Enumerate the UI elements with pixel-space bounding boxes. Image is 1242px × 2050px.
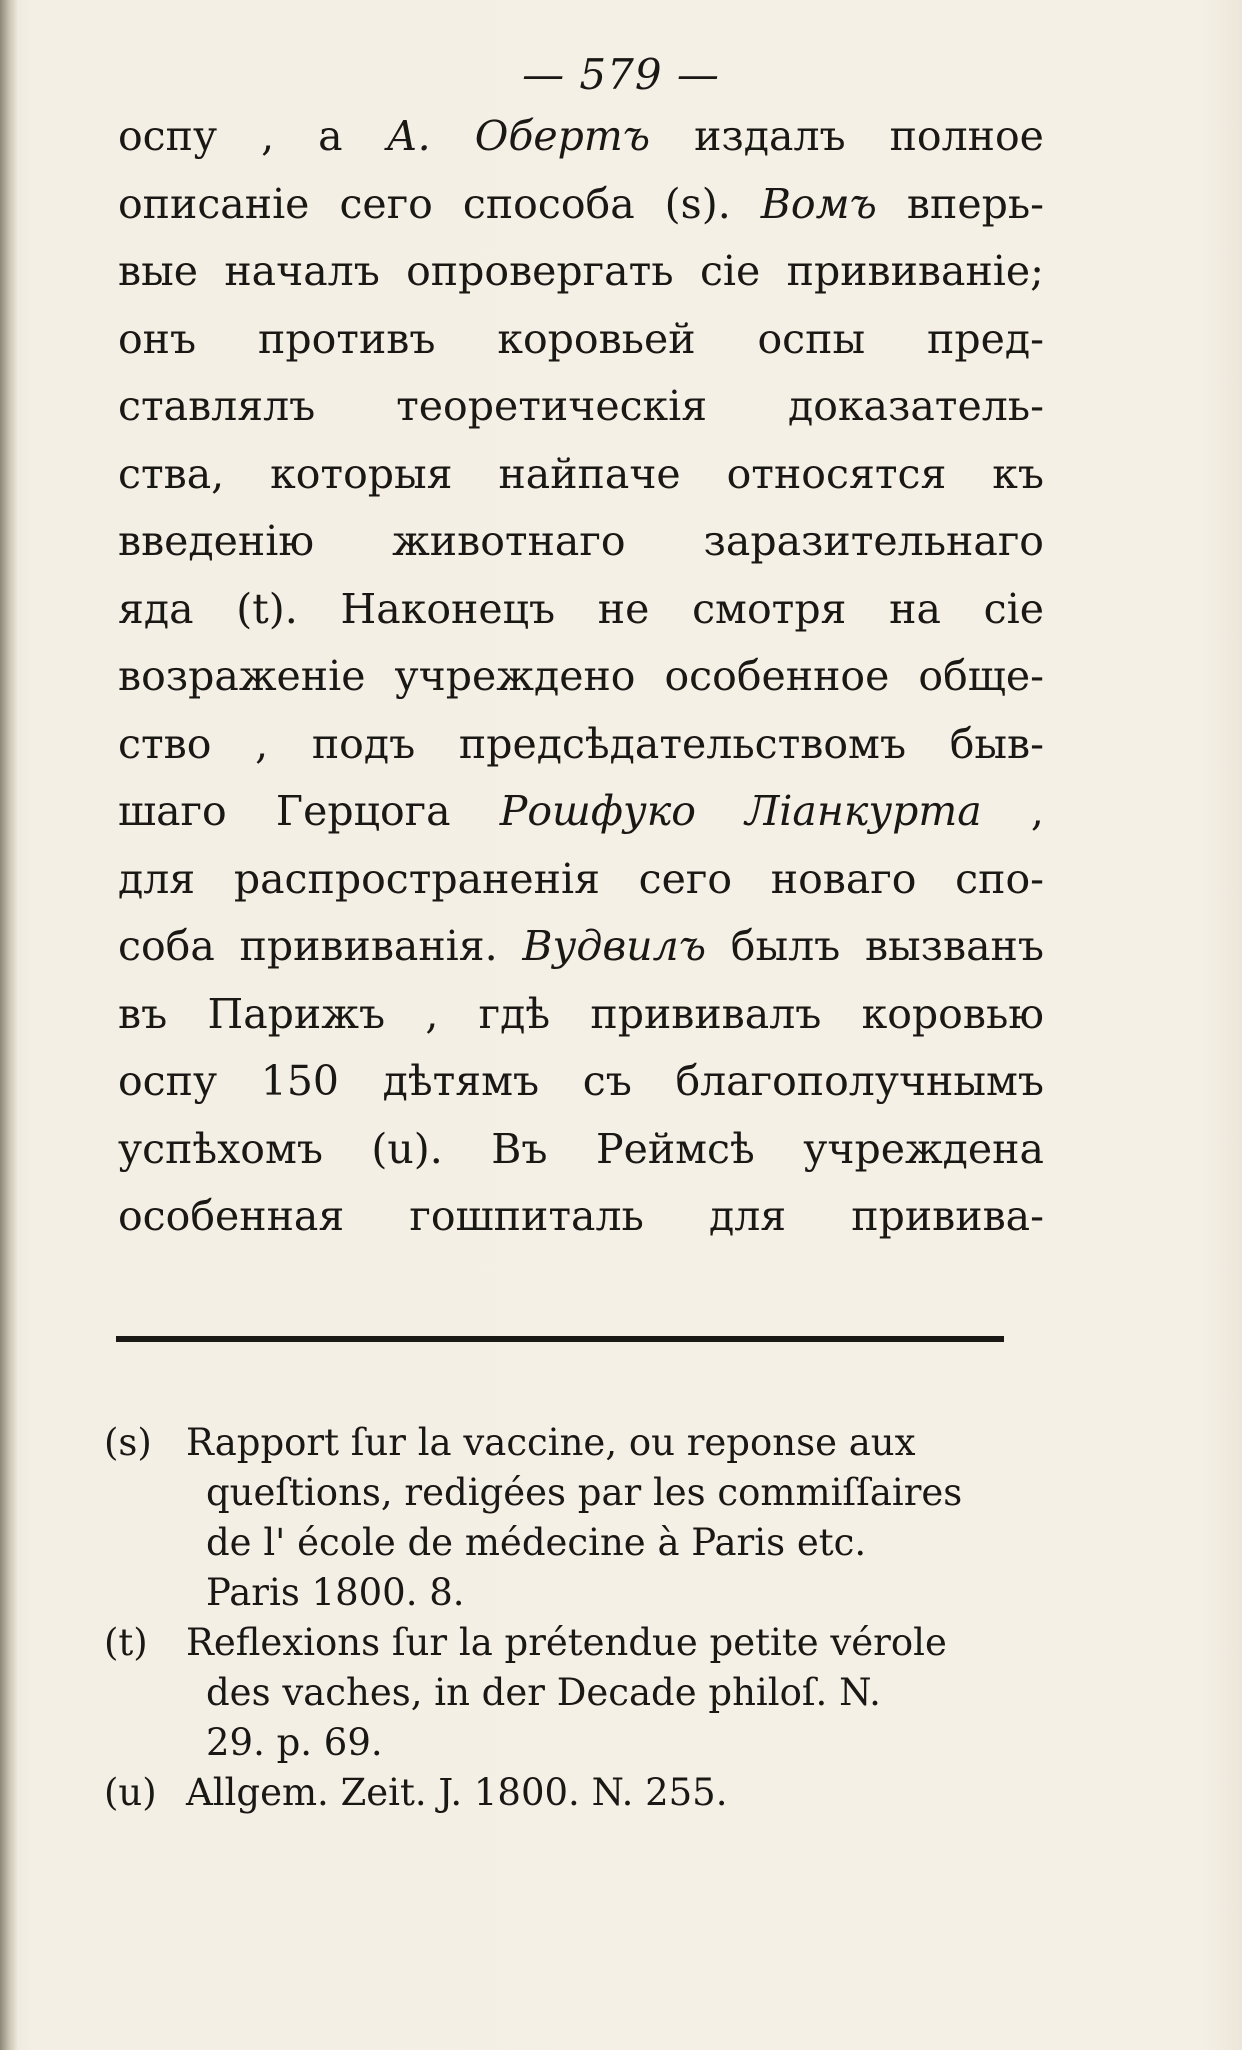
word: найпаче xyxy=(498,449,681,498)
word: оспы xyxy=(757,314,866,363)
word: полное xyxy=(889,112,1044,160)
text-line xyxy=(118,1192,1044,1260)
word: ство xyxy=(118,719,212,768)
word: а xyxy=(318,112,343,160)
word: на xyxy=(889,584,941,633)
text-line xyxy=(118,382,1044,450)
word: сего xyxy=(339,179,433,228)
word: Въ xyxy=(491,1124,548,1173)
page-number: — 579 — xyxy=(522,50,720,99)
word: , xyxy=(1030,787,1044,835)
word: Наконецъ xyxy=(340,584,556,633)
word: , xyxy=(261,112,275,160)
text-line xyxy=(118,720,1044,788)
word: предсѣдательствомъ xyxy=(458,719,907,768)
text-line xyxy=(118,450,1044,518)
word: новаго xyxy=(770,854,917,903)
word: гошпиталь xyxy=(409,1192,644,1240)
word: былъ xyxy=(730,922,841,970)
word: Обертъ xyxy=(474,112,651,160)
text-line xyxy=(118,922,1044,990)
word: Рошфуко xyxy=(499,787,696,835)
word: (s). xyxy=(664,179,731,228)
footnote xyxy=(104,1618,1034,1768)
word: спо- xyxy=(955,854,1044,903)
word: опровергать xyxy=(406,247,674,295)
word: прививалъ xyxy=(590,989,822,1038)
word: прививаніе; xyxy=(786,247,1044,295)
word: Ліанкурта xyxy=(745,787,982,835)
word: издалъ xyxy=(694,112,846,160)
word: теоретическія xyxy=(396,382,708,430)
footnote-line: Allgem. Zeit. J. 1800. N. 255. xyxy=(186,1771,728,1814)
word: введенію xyxy=(118,517,315,565)
footnote-marker: (s) xyxy=(104,1421,152,1464)
word: гдѣ xyxy=(478,989,551,1038)
word: для xyxy=(118,854,196,903)
word: особенное xyxy=(664,652,890,700)
word: пред- xyxy=(927,314,1044,363)
footnote-marker: (u) xyxy=(104,1771,157,1814)
word: противъ xyxy=(258,314,436,363)
word: Вудвилъ xyxy=(522,922,707,970)
word: , xyxy=(425,989,439,1038)
word: коровью xyxy=(861,989,1044,1038)
word: шаго xyxy=(118,787,227,835)
footnote-marker: (t) xyxy=(104,1621,148,1664)
word: въ xyxy=(118,989,168,1038)
text-line xyxy=(118,787,1044,855)
footnote-line: de l' école de médecine à Paris etc. xyxy=(206,1521,867,1564)
word: прививанія. xyxy=(239,922,498,970)
text-line xyxy=(118,1125,1044,1193)
word: А. xyxy=(386,112,431,160)
word: ставлялъ xyxy=(118,382,316,430)
word: онъ xyxy=(118,314,197,363)
footnote-separator-rule xyxy=(116,1336,1004,1342)
text-line xyxy=(118,180,1044,248)
text-line xyxy=(118,652,1044,720)
footnote-line: Rapport ſur la vaccine, ou reponse aux xyxy=(186,1421,916,1464)
footnote-line: des vaches, in der Decade philoſ. N. xyxy=(206,1671,881,1714)
word: (u). xyxy=(371,1124,443,1173)
word: животнаго xyxy=(392,517,626,565)
word: быв- xyxy=(949,719,1044,768)
word: вперь- xyxy=(906,179,1044,228)
word: соба xyxy=(118,922,215,970)
word: учреждена xyxy=(803,1124,1044,1173)
word: успѣхомъ xyxy=(118,1124,323,1173)
word: оспу xyxy=(118,1057,218,1105)
footnote xyxy=(104,1768,1034,1818)
word: возраженіе xyxy=(118,652,366,700)
text-line xyxy=(118,855,1044,923)
word: Реймсѣ xyxy=(595,1124,755,1173)
word: доказатель- xyxy=(788,382,1044,430)
word: ства, xyxy=(118,449,225,498)
word: оспу xyxy=(118,112,218,160)
text-line xyxy=(118,112,1044,180)
book-spine-shadow xyxy=(0,0,18,2050)
word: сіе xyxy=(983,584,1044,633)
main-text-block xyxy=(118,112,1044,1260)
word: вызванъ xyxy=(864,922,1044,970)
word: Парижъ xyxy=(207,989,386,1038)
word: дѣтямъ xyxy=(382,1057,540,1105)
word: , xyxy=(255,719,269,768)
word: особенная xyxy=(118,1192,345,1240)
word: яда xyxy=(118,584,194,633)
footnote-line: queſtions, redigées par les commiſſaires xyxy=(206,1471,963,1514)
word: (t). xyxy=(236,584,298,633)
word: заразительнаго xyxy=(703,517,1044,565)
footnotes-block xyxy=(104,1418,1034,1818)
word: Вомъ xyxy=(760,179,877,228)
word: учреждено xyxy=(394,652,636,700)
word: обще- xyxy=(918,652,1044,700)
word: описаніе xyxy=(118,179,310,228)
word: началъ xyxy=(224,247,380,295)
word: распространенія xyxy=(233,854,600,903)
word: вые xyxy=(118,247,198,295)
word: смотря xyxy=(692,584,847,633)
word: относятся xyxy=(726,449,947,498)
footnote xyxy=(104,1418,1034,1618)
footnote-line: Paris 1800. 8. xyxy=(206,1571,465,1614)
word: Герцога xyxy=(275,787,451,835)
word: къ xyxy=(992,449,1044,498)
word: съ xyxy=(582,1057,632,1105)
footnote-line: Reflexions ſur la prétendue petite vérole xyxy=(186,1621,947,1664)
text-line xyxy=(118,585,1044,653)
word: привива- xyxy=(851,1192,1044,1240)
word: благополучнымъ xyxy=(675,1057,1044,1105)
word: которыя xyxy=(270,449,453,498)
word: для xyxy=(708,1192,787,1240)
word: коровьей xyxy=(497,314,696,363)
text-line xyxy=(118,315,1044,383)
word: 150 xyxy=(260,1057,339,1105)
text-line xyxy=(118,990,1044,1058)
word: подъ xyxy=(311,719,416,768)
footnote-line: 29. p. 69. xyxy=(206,1721,383,1764)
word: не xyxy=(597,584,650,633)
text-line xyxy=(118,517,1044,585)
text-line xyxy=(118,1057,1044,1125)
word: сего xyxy=(638,854,733,903)
text-line xyxy=(118,247,1044,315)
word: способа xyxy=(462,179,635,228)
word: сіе xyxy=(699,247,761,295)
